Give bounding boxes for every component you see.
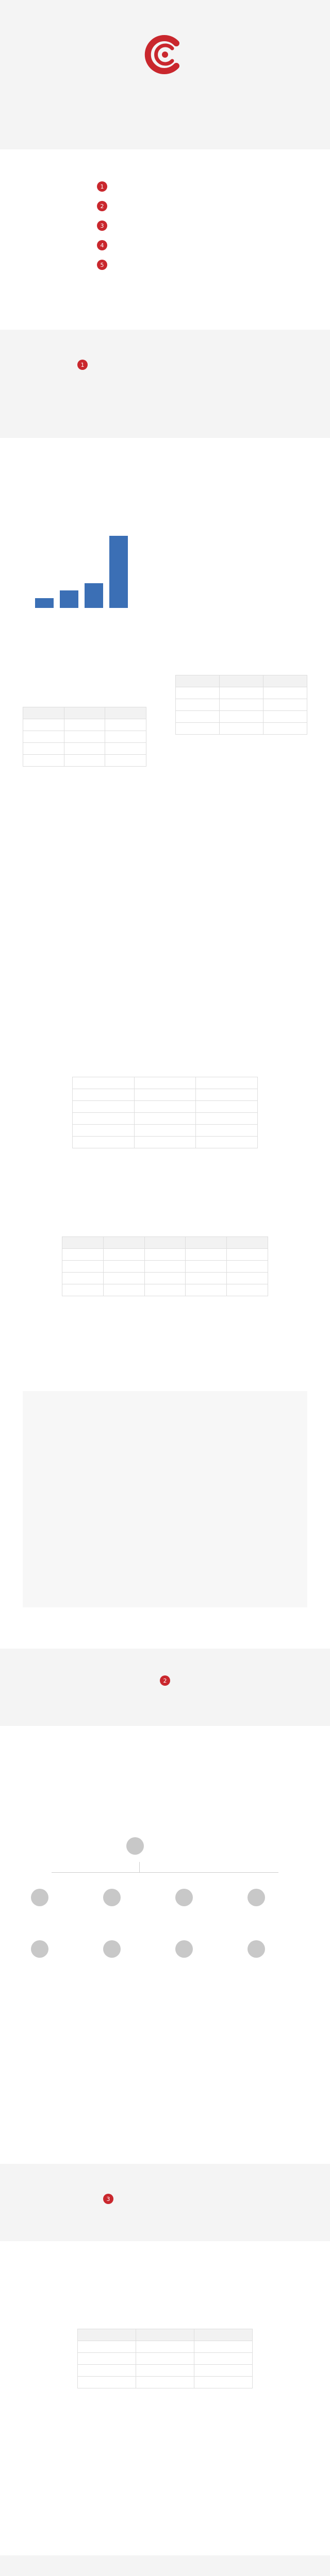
table-cell: [220, 711, 263, 723]
table-cell: [134, 1113, 196, 1125]
table-cell: [62, 1261, 104, 1273]
brand-logo-icon: [142, 32, 188, 77]
chart-bar: [109, 536, 128, 608]
table-cell: [220, 699, 263, 711]
team-staff-node: [248, 1937, 325, 1962]
section-1-banner: [0, 330, 330, 438]
connector-line: [52, 1872, 278, 1873]
table-header: [263, 675, 307, 687]
table-cell: [186, 1249, 227, 1261]
table-cell: [220, 723, 263, 735]
table-cell: [73, 1089, 135, 1101]
table-header: [105, 707, 146, 719]
section-number: 2: [160, 1675, 170, 1686]
table-header: [64, 707, 105, 719]
section-3-banner: [0, 2164, 330, 2241]
team-lead-node: [126, 1834, 204, 1859]
table-row: [78, 2377, 253, 2388]
table-cell: [105, 755, 146, 767]
plan-table: [77, 2329, 253, 2388]
toc-number: 2: [97, 201, 107, 211]
table-cell: [134, 1125, 196, 1137]
table-row: [73, 1077, 258, 1089]
table-cell: [136, 2353, 194, 2365]
table-row: [176, 699, 307, 711]
table-cell: [62, 1249, 104, 1261]
table-cell: [78, 2377, 136, 2388]
avatar: [175, 1940, 193, 1958]
team-member-node: [31, 1886, 108, 1910]
section-3-heading: [103, 2194, 119, 2204]
toc-number: 4: [97, 240, 107, 250]
section-2-heading: [0, 1675, 330, 1689]
table-row: [176, 687, 307, 699]
toc-number: 1: [97, 181, 107, 192]
cover-section: [0, 0, 330, 149]
connector-line: [139, 1862, 140, 1872]
table-header: [62, 1237, 104, 1249]
table-cell: [176, 711, 220, 723]
table-cell: [196, 1113, 258, 1125]
table-header: [144, 1237, 186, 1249]
table-cell: [227, 1249, 268, 1261]
avatar: [248, 1940, 265, 1958]
table-cell: [73, 1113, 135, 1125]
section-number: 3: [103, 2194, 113, 2204]
chart-bar: [85, 583, 103, 608]
chart-bar: [35, 598, 54, 608]
table-cell: [105, 731, 146, 743]
table-row: [78, 2353, 253, 2365]
table-cell: [64, 743, 105, 755]
table-cell: [73, 1101, 135, 1113]
section-number: 1: [77, 360, 88, 370]
table-header: [194, 2329, 253, 2341]
table-cell: [227, 1261, 268, 1273]
table-cell: [263, 687, 307, 699]
table-row: [73, 1101, 258, 1113]
table-cell: [136, 2365, 194, 2377]
team-staff-node: [103, 1937, 180, 1962]
toc-item-5[interactable]: [97, 258, 231, 272]
feature-table: [62, 1236, 268, 1296]
table-cell: [220, 687, 263, 699]
table-row: [73, 1137, 258, 1148]
table-cell: [23, 755, 64, 767]
table-header: [136, 2329, 194, 2341]
table-header: [186, 1237, 227, 1249]
table-cell: [62, 1284, 104, 1296]
table-row: [62, 1284, 268, 1296]
team-staff-node: [175, 1937, 253, 1962]
table-cell: [196, 1137, 258, 1148]
table-header: [23, 707, 64, 719]
table-cell: [227, 1284, 268, 1296]
table-cell: [144, 1273, 186, 1284]
conclusion-panel: [23, 1391, 307, 1607]
team-member-node: [248, 1886, 325, 1910]
table-cell: [196, 1077, 258, 1089]
table-cell: [23, 719, 64, 731]
table-cell: [144, 1261, 186, 1273]
table-row: [23, 755, 146, 767]
table-row: [78, 2341, 253, 2353]
table-cell: [186, 1273, 227, 1284]
table-row: [73, 1089, 258, 1101]
table-cell: [62, 1273, 104, 1284]
table-cell: [73, 1125, 135, 1137]
avatar: [103, 1940, 121, 1958]
table-header: [78, 2329, 136, 2341]
table-cell: [176, 699, 220, 711]
table-cell: [263, 723, 307, 735]
table-row: [62, 1273, 268, 1284]
table-header: [227, 1237, 268, 1249]
table-cell: [64, 755, 105, 767]
table-cell: [196, 1125, 258, 1137]
table-cell: [103, 1273, 144, 1284]
table-cell: [194, 2377, 253, 2388]
table-cell: [186, 1284, 227, 1296]
section-1-heading: [77, 360, 93, 370]
table-cell: [103, 1249, 144, 1261]
table-cell: [105, 719, 146, 731]
table-cell: [134, 1101, 196, 1113]
table-cell: [134, 1077, 196, 1089]
avatar: [31, 1889, 48, 1906]
market-table-1: [23, 707, 146, 767]
toc-number: 3: [97, 221, 107, 231]
table-cell: [144, 1249, 186, 1261]
table-header: [103, 1237, 144, 1249]
table-cell: [23, 731, 64, 743]
table-row: [62, 1249, 268, 1261]
section-2-banner: [0, 1649, 330, 1726]
toc-item-3[interactable]: [97, 218, 231, 233]
comparison-table: [72, 1077, 258, 1148]
avatar: [31, 1940, 48, 1958]
table-cell: [73, 1137, 135, 1148]
table-cell: [144, 1284, 186, 1296]
table-header: [176, 675, 220, 687]
table-cell: [23, 743, 64, 755]
table-row: [23, 719, 146, 731]
table-cell: [196, 1089, 258, 1101]
table-cell: [78, 2341, 136, 2353]
table-cell: [136, 2341, 194, 2353]
chart-bar: [60, 590, 78, 608]
team-member-node: [175, 1886, 253, 1910]
toc-item-1[interactable]: [97, 179, 231, 194]
avatar: [103, 1889, 121, 1906]
team-staff-node: [31, 1937, 108, 1962]
table-cell: [194, 2353, 253, 2365]
table-cell: [105, 743, 146, 755]
table-cell: [64, 731, 105, 743]
table-cell: [103, 1284, 144, 1296]
avatar: [175, 1889, 193, 1906]
table-row: [62, 1261, 268, 1273]
toc-item-2[interactable]: [97, 199, 231, 213]
table-cell: [73, 1077, 135, 1089]
table-header: [220, 675, 263, 687]
table-cell: [196, 1101, 258, 1113]
table-cell: [78, 2353, 136, 2365]
table-cell: [176, 687, 220, 699]
table-row: [78, 2365, 253, 2377]
table-row: [73, 1113, 258, 1125]
table-row: [23, 743, 146, 755]
avatar: [248, 1889, 265, 1906]
table-cell: [194, 2341, 253, 2353]
table-cell: [103, 1261, 144, 1273]
table-row: [176, 711, 307, 723]
market-table-2: [175, 675, 307, 735]
avatar: [126, 1837, 144, 1855]
section-4-banner: [0, 2555, 330, 2576]
table-cell: [134, 1137, 196, 1148]
table-cell: [227, 1273, 268, 1284]
toc-number: 5: [97, 260, 107, 270]
table-cell: [263, 711, 307, 723]
table-cell: [136, 2377, 194, 2388]
table-row: [176, 723, 307, 735]
table-cell: [194, 2365, 253, 2377]
team-member-node: [103, 1886, 180, 1910]
toc-section: [0, 155, 330, 294]
bar-chart: [23, 520, 146, 623]
toc-item-4[interactable]: [97, 238, 231, 252]
table-row: [73, 1125, 258, 1137]
table-cell: [64, 719, 105, 731]
table-row: [23, 731, 146, 743]
table-cell: [176, 723, 220, 735]
table-cell: [78, 2365, 136, 2377]
table-cell: [263, 699, 307, 711]
table-cell: [134, 1089, 196, 1101]
table-cell: [186, 1261, 227, 1273]
